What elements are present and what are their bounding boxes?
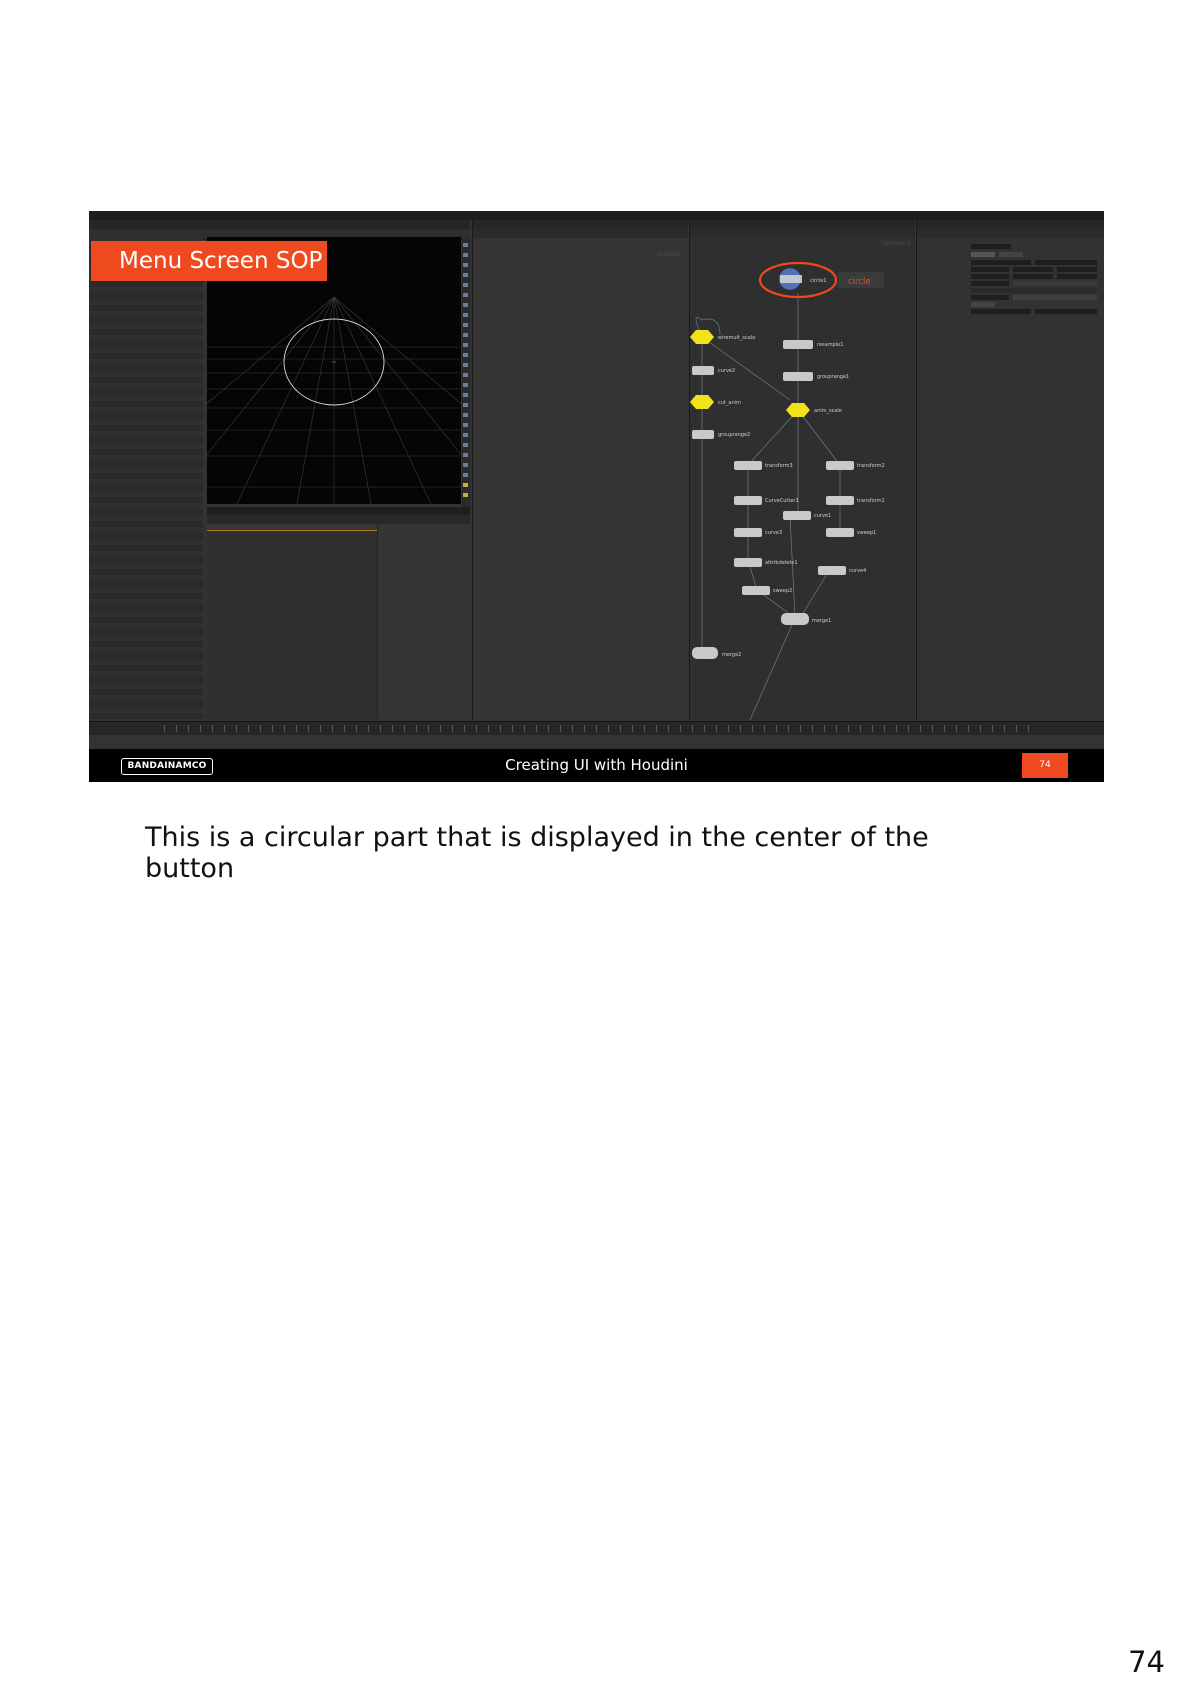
node-label: resample1	[817, 342, 844, 348]
node-graph	[690, 238, 915, 729]
node-label: transform3	[765, 463, 793, 469]
node-label: curve1	[814, 513, 832, 519]
main-menu-bar	[89, 211, 1104, 220]
node-label: merge2	[722, 652, 742, 658]
houdini-screenshot	[89, 211, 1104, 749]
pane-tabs-left	[89, 220, 470, 229]
node-label: attribdelete1	[765, 560, 798, 566]
node-label: grouprange1	[817, 374, 850, 380]
page-number: 74	[1128, 1645, 1165, 1679]
slide-caption: This is a circular part that is displayed in the center of the button	[145, 822, 929, 884]
circle-highlight-label: circle	[848, 277, 871, 287]
node-label: curve4	[849, 568, 867, 574]
node-label: sweep1	[857, 530, 877, 536]
node-label: anim_scale	[814, 408, 842, 414]
geometry-context-label: Geometry	[881, 240, 911, 247]
node-label: cut_anim	[718, 400, 741, 406]
node-label: grouprange2	[718, 432, 751, 438]
slide	[89, 211, 1104, 782]
viewport-toolbar	[462, 237, 470, 507]
node-label: transform1	[857, 498, 885, 504]
timeline-bar[interactable]	[89, 721, 1104, 735]
parameter-pane[interactable]	[916, 220, 1104, 720]
scene-tree-panel	[89, 239, 203, 719]
solaris-network-pane[interactable]	[472, 220, 688, 720]
footer-page-number: 74	[1022, 753, 1068, 778]
footer-title: Creating UI with Houdini	[505, 756, 688, 774]
sop-network-pane[interactable]	[689, 220, 915, 720]
node-label: curve2	[718, 368, 736, 374]
brand-logo: BANDAINAMCO	[121, 758, 213, 775]
node-label: wiremult_scale	[718, 335, 756, 341]
node-label: CurveCutter1	[765, 498, 799, 504]
section-label: Menu Screen SOP	[91, 241, 327, 281]
slide-footer	[89, 749, 1104, 782]
node-label: transform2	[857, 463, 885, 469]
solaris-context-label: Solaris	[656, 250, 680, 258]
node-label: curve3	[765, 530, 783, 536]
spreadsheet-panel	[207, 507, 470, 719]
node-label: circle1	[810, 278, 827, 284]
node-label: sweep2	[773, 588, 793, 594]
node-label: merge1	[812, 618, 832, 624]
